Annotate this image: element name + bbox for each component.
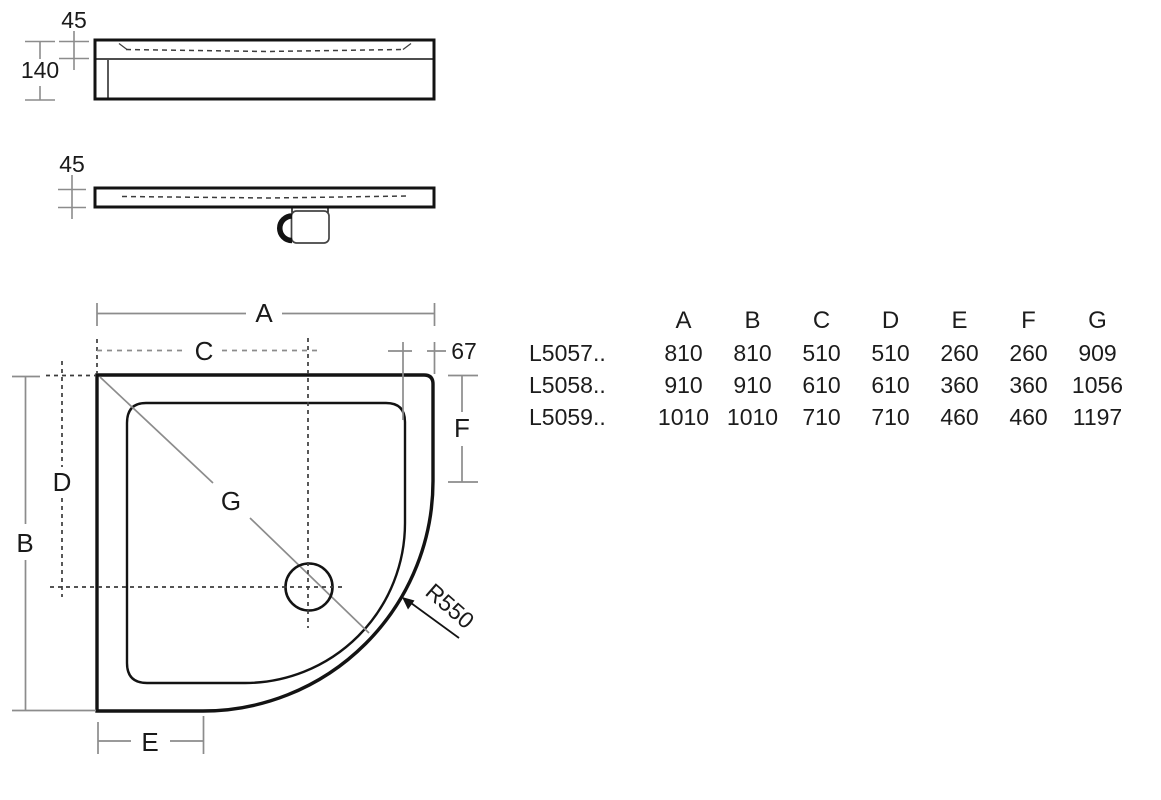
dim-label-g: G xyxy=(220,486,242,516)
tray-slim-outline xyxy=(95,188,434,207)
table-header-g: G xyxy=(1088,307,1107,334)
table-header-e: E xyxy=(951,307,968,334)
table-header-a: A xyxy=(675,307,692,334)
dim-label-140: 140 xyxy=(20,57,60,83)
table-value: 360 xyxy=(940,371,979,398)
dim-label-e: E xyxy=(141,727,159,757)
table-value: 909 xyxy=(1078,339,1117,366)
side-view-middle xyxy=(58,151,434,243)
drain-trap-body xyxy=(292,211,330,243)
table-value: 460 xyxy=(1009,403,1048,430)
table-value: 360 xyxy=(1009,371,1048,398)
table-value: 260 xyxy=(940,339,979,366)
dim-label-b: B xyxy=(16,528,34,558)
table-value: 710 xyxy=(802,403,841,430)
dim-label-67: 67 xyxy=(451,338,477,364)
table-corner-cell xyxy=(525,305,649,337)
table-value: 1010 xyxy=(657,403,710,430)
table-row-label: L5057.. xyxy=(529,339,606,366)
table-value: 510 xyxy=(871,339,910,366)
table-value: 260 xyxy=(1009,339,1048,366)
table-row-label: L5058.. xyxy=(529,371,606,398)
table-value: 610 xyxy=(802,371,841,398)
drain-trap-outlet xyxy=(280,216,292,241)
table-value: 610 xyxy=(871,371,910,398)
table-header-b: B xyxy=(744,307,761,334)
tray-body-outline xyxy=(95,40,434,99)
dim-label-d: D xyxy=(52,467,72,497)
table-value: 710 xyxy=(871,403,910,430)
plan-view xyxy=(12,298,479,757)
table-value: 1056 xyxy=(1071,371,1124,398)
table-value: 1010 xyxy=(726,403,779,430)
table-value: 810 xyxy=(733,339,772,366)
table-header-d: D xyxy=(881,307,900,334)
table-value: 910 xyxy=(733,371,772,398)
table-value: 1197 xyxy=(1072,403,1123,430)
table-value: 510 xyxy=(802,339,841,366)
tray-outer-outline xyxy=(97,375,433,711)
dim-label-f: F xyxy=(454,413,470,443)
table-value: 810 xyxy=(664,339,703,366)
table-value: 460 xyxy=(940,403,979,430)
dim-label-45-top: 45 xyxy=(61,7,87,33)
dimension-table xyxy=(525,305,1132,433)
radius-label: R550 xyxy=(420,578,480,634)
table-header-c: C xyxy=(812,307,831,334)
dim-label-a: A xyxy=(255,298,273,328)
dim-label-c: C xyxy=(194,336,214,366)
table-row-label: L5059.. xyxy=(529,403,606,430)
table-value: 910 xyxy=(664,371,703,398)
table-header-f: F xyxy=(1021,307,1036,334)
side-view-top xyxy=(21,7,434,100)
dim-label-45-mid: 45 xyxy=(59,151,85,177)
